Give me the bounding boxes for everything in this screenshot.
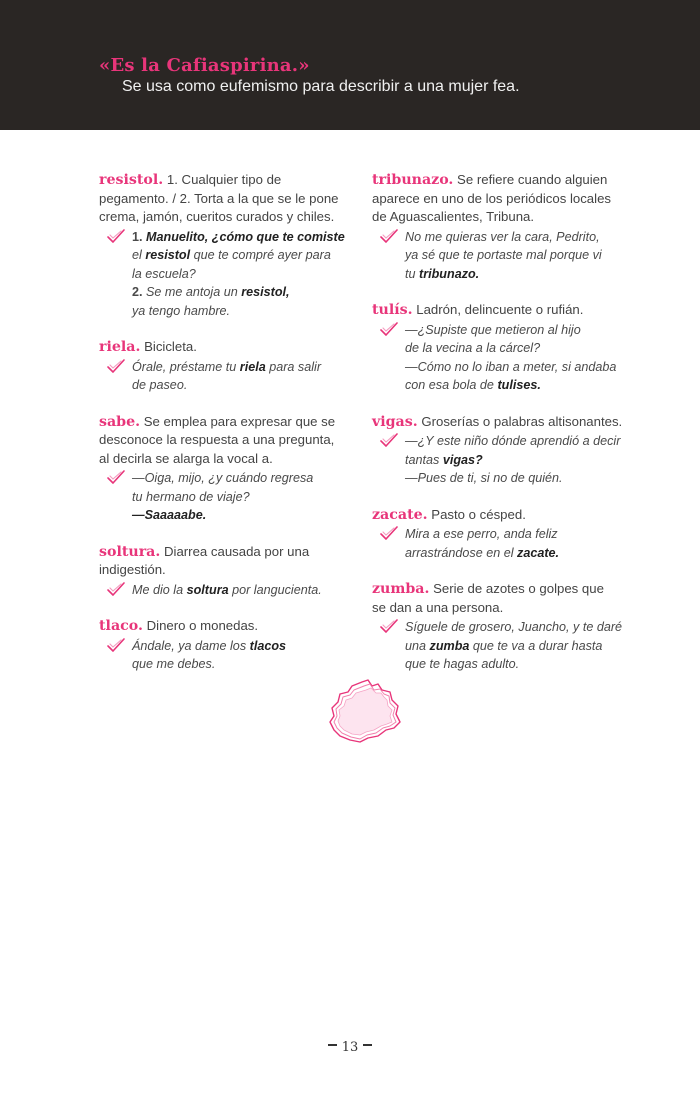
entry-term: sabe. bbox=[99, 413, 141, 430]
page-number-dash bbox=[328, 1044, 337, 1046]
example-line bbox=[405, 451, 632, 470]
example-highlight: tulises. bbox=[497, 378, 541, 392]
example-text: ya sé que te portaste mal porque vi bbox=[405, 248, 602, 262]
example-line bbox=[132, 358, 359, 377]
example-text: que te va a durar hasta bbox=[469, 638, 603, 653]
definition-line: crema, jamón, cueritos curados y chiles. bbox=[99, 209, 335, 224]
definition-line: se dan a una persona. bbox=[372, 599, 504, 615]
entry-definition bbox=[99, 171, 359, 227]
definition-line: aparece en uno de los periódicos locales bbox=[372, 190, 611, 206]
example-text: que te compré ayer para bbox=[190, 248, 331, 262]
example-line bbox=[132, 283, 359, 302]
entry-term: resistol. bbox=[99, 172, 164, 188]
checkmark-icon bbox=[106, 581, 126, 597]
dictionary-entry bbox=[372, 580, 632, 674]
entry-definition bbox=[99, 338, 359, 357]
entry-term: riela. bbox=[99, 339, 141, 355]
entry-example bbox=[372, 228, 632, 284]
page-number-value: 13 bbox=[341, 1040, 359, 1055]
example-highlight: vigas? bbox=[442, 452, 483, 467]
example-highlight: tlacos bbox=[249, 638, 287, 653]
example-highlight: resistol, bbox=[241, 285, 290, 299]
entry-example bbox=[372, 432, 632, 488]
example-line bbox=[405, 265, 632, 284]
entry-example bbox=[372, 525, 632, 562]
state-map-ornament bbox=[326, 678, 402, 744]
page-title: «Es la Cafiaspirina.» bbox=[99, 55, 310, 76]
definition-line: Groserías o palabras altisonantes. bbox=[421, 413, 623, 429]
definition-line: pegamento. / 2. Torta a la que se le pone bbox=[99, 190, 339, 206]
example-text: Mira a ese perro, anda feliz bbox=[405, 527, 558, 541]
example-line bbox=[132, 488, 359, 507]
example-text: Síguele de grosero, Juancho, y te daré bbox=[405, 620, 623, 634]
dictionary-entry bbox=[372, 413, 632, 488]
checkmark-icon bbox=[106, 469, 126, 485]
dictionary-entry bbox=[372, 301, 632, 395]
dictionary-entry bbox=[99, 543, 359, 600]
dictionary-entry bbox=[99, 338, 359, 395]
example-text: —Saaaaabe. bbox=[132, 508, 207, 522]
definition-line: Diarrea causada por una bbox=[164, 543, 310, 559]
definition-line: 1. Cualquier tipo de bbox=[166, 172, 282, 187]
example-text: Me dio la bbox=[132, 582, 187, 597]
page-number-dash bbox=[363, 1044, 372, 1046]
example-text: arrastrándose en el bbox=[405, 545, 518, 560]
definition-line: Bicicleta. bbox=[144, 339, 197, 354]
example-line bbox=[405, 321, 632, 340]
example-line bbox=[405, 618, 632, 637]
definition-line: de Aguascalientes, Tribuna. bbox=[372, 209, 535, 224]
example-text: ya tengo hambre. bbox=[132, 303, 231, 318]
page-subtitle: Se usa como eufemismo para describir a una mujer fea. bbox=[122, 78, 520, 95]
definition-line: Se emplea para expresar que se bbox=[143, 413, 336, 429]
header-banner bbox=[0, 0, 700, 130]
example-text: —Cómo no lo iban a meter, si andaba bbox=[405, 359, 617, 374]
example-line bbox=[132, 376, 359, 395]
example-line bbox=[132, 581, 359, 600]
entry-term: tulís. bbox=[372, 302, 413, 318]
definition-line: Ladrón, delincuente o rufián. bbox=[416, 302, 584, 317]
example-line bbox=[405, 358, 632, 377]
example-text: por langucienta. bbox=[228, 582, 322, 597]
example-line bbox=[132, 265, 359, 284]
checkmark-icon bbox=[379, 321, 399, 337]
example-highlight: zumba bbox=[429, 638, 470, 653]
definition-line: Se refiere cuando alguien bbox=[457, 172, 608, 187]
definition-line: Pasto o césped. bbox=[431, 506, 526, 522]
entry-example bbox=[372, 321, 632, 395]
definition-line: indigestión. bbox=[99, 562, 166, 577]
example-line bbox=[405, 544, 632, 563]
checkmark-icon bbox=[106, 228, 126, 244]
example-line bbox=[405, 376, 632, 395]
entry-example bbox=[99, 581, 359, 600]
definition-line: Serie de azotes o golpes que bbox=[433, 581, 604, 596]
definition-line: al decirla se alarga la vocal a. bbox=[99, 450, 273, 466]
example-line bbox=[405, 432, 632, 451]
example-text: Se me antoja un bbox=[146, 285, 242, 299]
checkmark-icon bbox=[106, 358, 126, 374]
example-highlight: Manuelito, ¿cómo que te comiste bbox=[146, 229, 345, 244]
example-highlight: soltura bbox=[186, 582, 229, 597]
entry-definition bbox=[99, 617, 359, 636]
left-column bbox=[99, 171, 359, 692]
checkmark-icon bbox=[379, 228, 399, 244]
example-number: 1. bbox=[132, 229, 147, 244]
example-line bbox=[132, 506, 359, 525]
example-text: de la vecina a la cárcel? bbox=[405, 341, 541, 355]
page-number bbox=[0, 1040, 700, 1055]
checkmark-icon bbox=[379, 525, 399, 541]
example-text: —¿Supiste que metieron al hijo bbox=[405, 322, 581, 337]
example-highlight: zacate. bbox=[517, 545, 560, 560]
example-highlight: resistol bbox=[145, 248, 191, 262]
checkmark-icon bbox=[379, 618, 399, 634]
example-text: tu bbox=[405, 266, 420, 281]
example-text: con esa bola de bbox=[405, 378, 498, 392]
example-text: de paseo. bbox=[132, 378, 188, 392]
entry-term: soltura. bbox=[99, 543, 161, 560]
example-line bbox=[132, 302, 359, 321]
entry-definition bbox=[372, 413, 632, 432]
example-text: —Pues de ti, si no de quién. bbox=[405, 471, 563, 485]
entry-term: vigas. bbox=[372, 413, 418, 430]
entry-definition bbox=[372, 580, 632, 617]
example-line bbox=[405, 655, 632, 674]
example-line bbox=[132, 637, 359, 656]
example-text: que te hagas adulto. bbox=[405, 657, 520, 671]
entry-term: zacate. bbox=[372, 506, 428, 523]
entry-definition bbox=[372, 171, 632, 227]
example-text: tantas bbox=[405, 452, 443, 467]
entry-example bbox=[99, 228, 359, 321]
example-text: Ándale, ya dame los bbox=[132, 638, 250, 653]
example-number: 2. bbox=[132, 285, 147, 299]
entry-definition bbox=[99, 543, 359, 580]
right-column bbox=[372, 171, 632, 692]
dictionary-entry bbox=[99, 171, 359, 320]
example-line bbox=[132, 655, 359, 674]
entry-example bbox=[99, 469, 359, 525]
entry-term: tribunazo. bbox=[372, 172, 454, 188]
entry-example bbox=[99, 358, 359, 395]
checkmark-icon bbox=[106, 637, 126, 653]
example-text: una bbox=[405, 638, 430, 653]
example-text: No me quieras ver la cara, Pedrito, bbox=[405, 229, 600, 244]
example-line bbox=[132, 469, 359, 488]
entry-term: zumba. bbox=[372, 581, 430, 597]
dictionary-entry bbox=[372, 171, 632, 283]
entry-definition bbox=[372, 301, 632, 320]
example-text: el bbox=[132, 248, 146, 262]
definition-line: desconoce la respuesta a una pregunta, bbox=[99, 432, 335, 447]
entry-definition bbox=[372, 506, 632, 525]
dictionary-entry bbox=[372, 506, 632, 563]
example-text: para salir bbox=[265, 359, 322, 374]
example-text: —Oiga, mijo, ¿y cuándo regresa bbox=[132, 471, 314, 485]
definition-line: Dinero o monedas. bbox=[146, 618, 259, 633]
example-text: que me debes. bbox=[132, 657, 216, 671]
example-line bbox=[405, 246, 632, 265]
checkmark-icon bbox=[379, 432, 399, 448]
example-text: tu hermano de viaje? bbox=[132, 489, 250, 504]
example-line bbox=[405, 637, 632, 656]
example-line bbox=[405, 228, 632, 247]
entry-term: tlaco. bbox=[99, 618, 143, 634]
entry-example bbox=[99, 637, 359, 674]
example-text: —¿Y este niño dónde aprendió a decir bbox=[405, 434, 621, 448]
dictionary-entry bbox=[99, 413, 359, 525]
entry-definition bbox=[99, 413, 359, 469]
dictionary-entry bbox=[99, 617, 359, 674]
example-text: Órale, préstame tu bbox=[132, 359, 240, 374]
example-text: la escuela? bbox=[132, 266, 196, 281]
entry-example bbox=[372, 618, 632, 674]
example-line bbox=[405, 525, 632, 544]
example-line bbox=[405, 469, 632, 488]
example-highlight: tribunazo. bbox=[419, 266, 480, 281]
example-highlight: riela bbox=[239, 359, 266, 374]
example-line bbox=[132, 246, 359, 265]
example-line bbox=[132, 228, 359, 247]
example-line bbox=[405, 339, 632, 358]
